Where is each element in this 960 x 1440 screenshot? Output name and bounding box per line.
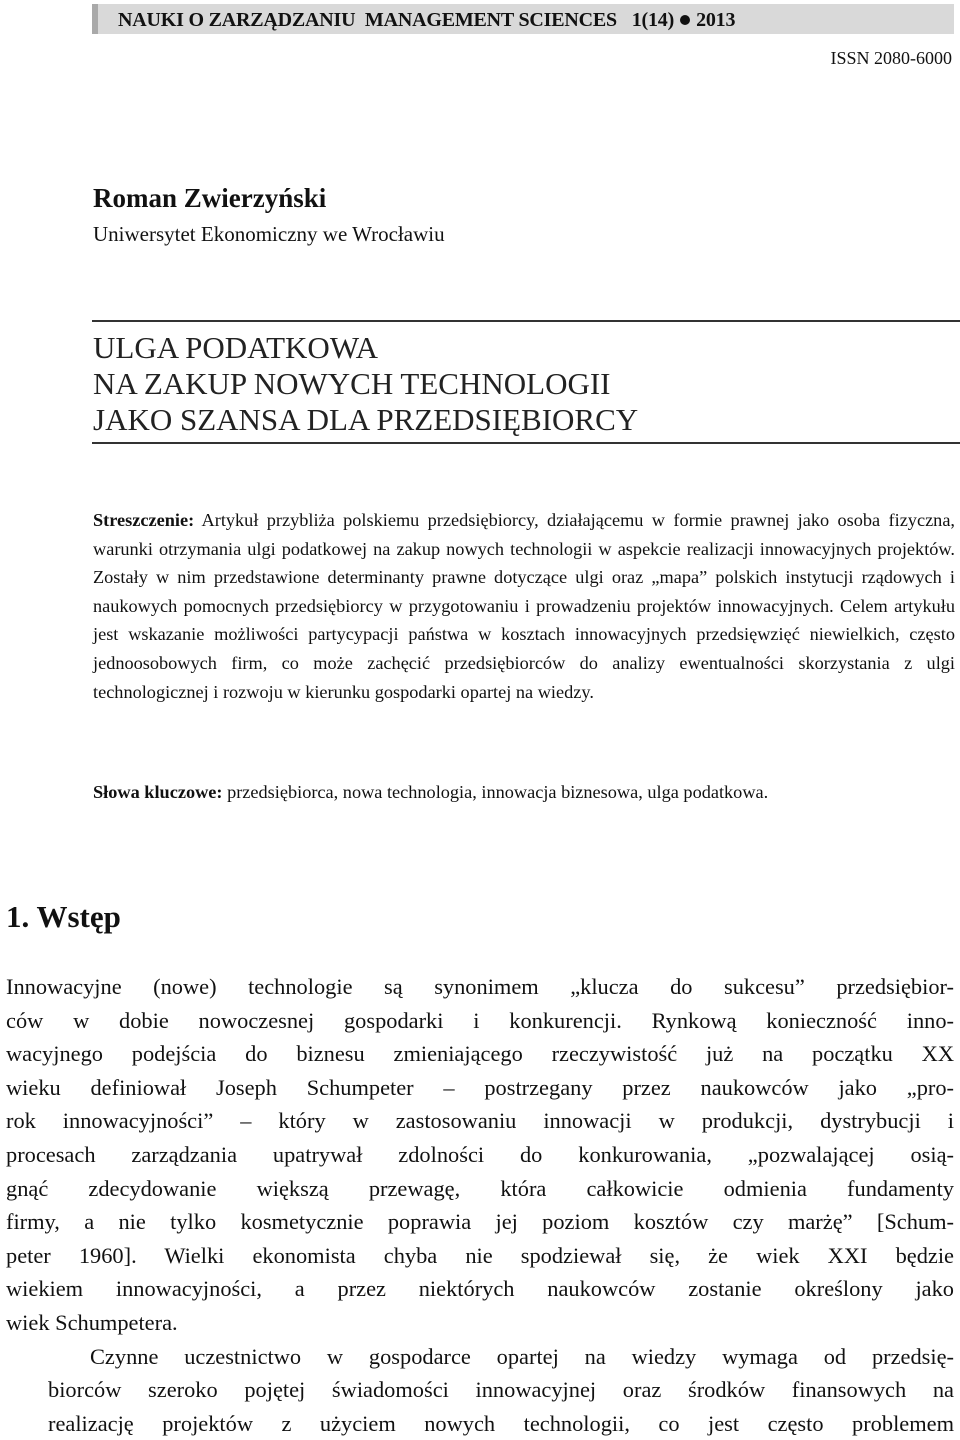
text-line: realizację projektów z użyciem nowych technologii, co jest często problemem xyxy=(48,1410,954,1436)
title-rule-bottom xyxy=(92,442,960,444)
journal-name: NAUKI O ZARZĄDZANIU MANAGEMENT SCIENCES xyxy=(118,9,617,31)
title-line: JAKO SZANSA DLA PRZEDSIĘBIORCY xyxy=(93,402,639,437)
text-line: gnąć zdecydowanie większą przewagę, która całkowicie odmienia fundamenty xyxy=(6,1175,954,1201)
text-line: firmy, a nie tylko kosmetycznie poprawia jej poziom kosztów czy marżę” [Schum- xyxy=(6,1209,954,1235)
abstract xyxy=(93,506,955,706)
text-line: wacyjnego podejścia do biznesu zmieniającego rzeczywistość już na początku XX xyxy=(6,1041,954,1067)
text-line: ców w dobie nowoczesnej gospodarki i konkurencji. Rynkową konieczność inno- xyxy=(6,1007,954,1033)
abstract-text: Artykuł przybliża polskiemu przedsiębiorcy, działającemu w formie prawnej jako osoba fizyczna, warunki otrzymania ulgi podatkowej na zakup nowych technologii w aspekcie realizacji innowacyjnych projektów. Zostały w nim przedstawione determinanty prawne dotyczące ulgi oraz „mapa” polskich instytucji rządowych i naukowych pomocnych przedsiębiorcy w przygotowaniu i prowadzeniu projektów innowacyjnych. Celem artykułu jest wskazanie możliwości partycypacji państwa w kosztach innowacyjnych przedsięwzięć niewielkich, często jednoosobowych firm, co może zachęcić przedsiębiorców do analizy ewentualności skorzystania z ulgi technologicznej i rozwoju w kierunku gospodarki opartej na wiedzy. xyxy=(93,510,956,702)
title-line: ULGA PODATKOWA xyxy=(93,330,379,365)
journal-title xyxy=(118,9,735,32)
title-rule-top xyxy=(92,320,960,322)
bullet-dot-icon xyxy=(680,15,690,25)
section-heading: 1. Wstęp xyxy=(6,899,121,934)
article-title xyxy=(93,330,638,438)
author-affiliation: Uniwersytet Ekonomiczny we Wrocławiu xyxy=(93,222,445,246)
text-line: biorców szeroko pojętej świadomości innowacyjnej oraz środków finansowych na xyxy=(48,1377,954,1403)
keywords-label: Słowa kluczowe: xyxy=(93,782,223,802)
section-body xyxy=(6,970,954,1440)
abstract-label: Streszczenie: xyxy=(93,510,195,530)
text-line: wiek Schumpetera. xyxy=(6,1309,178,1335)
text-line: peter 1960]. Wielki ekonomista chyba nie spodziewał się, że wiek XXI będzie xyxy=(6,1242,954,1268)
paragraph-2 xyxy=(6,1340,954,1440)
journal-year: 2013 xyxy=(696,9,736,31)
issn: ISSN 2080-6000 xyxy=(830,48,952,68)
title-line: NA ZAKUP NOWYCH TECHNOLOGII xyxy=(93,366,611,401)
text-line: procesach zarządzania upatrywał zdolności do konkurowania, „pozwalającej osią- xyxy=(6,1141,954,1167)
keywords xyxy=(93,778,955,806)
text-line: rok innowacyjności” – który w zastosowaniu innowacji w produkcji, dystrybucji i xyxy=(6,1108,954,1134)
author-name: Roman Zwierzyński xyxy=(93,183,327,213)
text-line: Innowacyjne (nowe) technologie są synonimem „klucza do sukcesu” przedsiębior- xyxy=(6,974,954,999)
header-band-cap xyxy=(92,4,98,34)
text-line: wieku definiował Joseph Schumpeter – postrzegany przez naukowców jako „pro- xyxy=(6,1074,954,1100)
paragraph-1 xyxy=(6,970,954,1340)
keywords-text: przedsiębiorca, nowa technologia, innowacja biznesowa, ulga podatkowa. xyxy=(227,782,769,802)
text-line: wiekiem innowacyjności, a przez niektórych naukowców zostanie określony jako xyxy=(6,1276,954,1302)
journal-issue: 1(14) xyxy=(631,9,675,31)
text-line: Czynne uczestnictwo w gospodarce opartej na wiedzy wymaga od przedsię- xyxy=(90,1343,954,1369)
